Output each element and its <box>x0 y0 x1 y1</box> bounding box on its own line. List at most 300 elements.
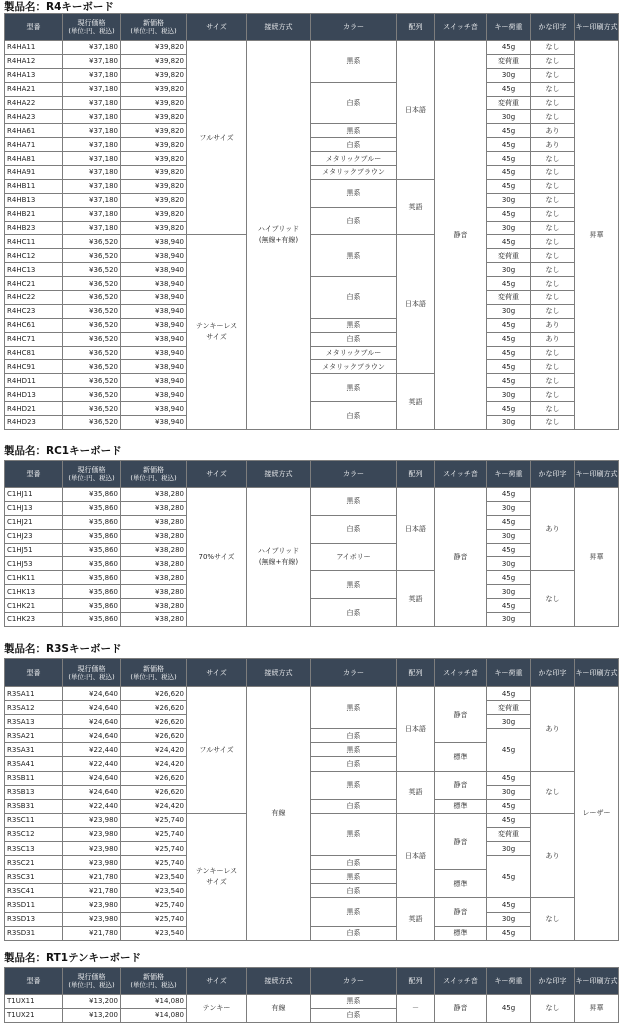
new-price-cell: ¥38,280 <box>121 571 187 585</box>
model-cell: R4HB13 <box>5 193 63 207</box>
color-cell: 黒系 <box>311 571 397 599</box>
new-price-cell: ¥39,820 <box>121 221 187 235</box>
new-price-cell: ¥39,820 <box>121 68 187 82</box>
layout-cell: 日本語 <box>397 488 435 571</box>
load-cell: 45g <box>487 207 531 221</box>
new-price-cell: ¥24,420 <box>121 757 187 771</box>
load-cell: 45g <box>487 138 531 152</box>
load-cell: 45g <box>487 926 531 940</box>
current-price-cell: ¥36,520 <box>63 263 121 277</box>
color-cell: メタリックブルー <box>311 346 397 360</box>
new-price-cell: ¥14,080 <box>121 995 187 1009</box>
kana-cell: あり <box>531 488 575 571</box>
kana-cell: なし <box>531 82 575 96</box>
model-cell: C1HJ53 <box>5 557 63 571</box>
kana-cell: なし <box>531 402 575 416</box>
current-price-cell: ¥35,860 <box>63 529 121 543</box>
print-method-cell: レーザー <box>575 687 619 941</box>
model-cell: R4HA23 <box>5 110 63 124</box>
kana-cell: なし <box>531 771 575 813</box>
layout-cell: 英語 <box>397 771 435 813</box>
header-connection: 接続方式 <box>247 968 311 995</box>
current-price-cell: ¥21,780 <box>63 926 121 940</box>
current-price-cell: ¥37,180 <box>63 110 121 124</box>
current-price-cell: ¥35,860 <box>63 543 121 557</box>
current-price-cell: ¥36,520 <box>63 374 121 388</box>
current-price-cell: ¥37,180 <box>63 124 121 138</box>
header-layout: 配列 <box>397 659 435 687</box>
current-price-cell: ¥35,860 <box>63 599 121 613</box>
model-cell: R4HB11 <box>5 179 63 193</box>
new-price-cell: ¥38,940 <box>121 388 187 402</box>
kana-cell: あり <box>531 687 575 772</box>
load-cell: 30g <box>487 416 531 430</box>
load-cell: 45g <box>487 813 531 827</box>
header-new-price: 新価格 (単位:円、税込) <box>121 659 187 687</box>
current-price-cell: ¥24,640 <box>63 687 121 701</box>
new-price-cell: ¥38,280 <box>121 613 187 627</box>
header-unit: (単位:円、税込) <box>68 981 115 989</box>
model-cell: R4HC61 <box>5 318 63 332</box>
new-price-cell: ¥26,620 <box>121 785 187 799</box>
new-price-cell: ¥24,420 <box>121 799 187 813</box>
size-cell: テンキーレス サイズ <box>187 813 247 940</box>
model-cell: R3SA13 <box>5 715 63 729</box>
table-row <box>5 599 619 613</box>
load-cell: 30g <box>487 529 531 543</box>
new-price-cell: ¥39,820 <box>121 179 187 193</box>
header-size: サイズ <box>187 461 247 488</box>
model-cell: R4HA12 <box>5 54 63 68</box>
current-price-cell: ¥36,520 <box>63 249 121 263</box>
new-price-cell: ¥38,280 <box>121 501 187 515</box>
model-cell: R3SA12 <box>5 701 63 715</box>
load-cell: 45g <box>487 179 531 193</box>
load-cell: 30g <box>487 613 531 627</box>
model-cell: R3SC31 <box>5 870 63 884</box>
model-cell: C1HK21 <box>5 599 63 613</box>
table-row <box>5 318 619 332</box>
current-price-cell: ¥37,180 <box>63 82 121 96</box>
header-load: キー荷重 <box>487 14 531 41</box>
header-layout: 配列 <box>397 461 435 488</box>
new-price-cell: ¥39,820 <box>121 54 187 68</box>
current-price-cell: ¥35,860 <box>63 515 121 529</box>
current-price-cell: ¥37,180 <box>63 193 121 207</box>
new-price-cell: ¥39,820 <box>121 96 187 110</box>
color-cell: 白系 <box>311 515 397 543</box>
new-price-cell: ¥23,540 <box>121 884 187 898</box>
header-kana: かな印字 <box>531 461 575 488</box>
load-cell: 30g <box>487 715 531 729</box>
load-cell: 30g <box>487 912 531 926</box>
model-cell: R4HA11 <box>5 41 63 55</box>
table-row <box>5 799 619 813</box>
load-cell: 45g <box>487 488 531 502</box>
new-price-cell: ¥24,420 <box>121 743 187 757</box>
current-price-cell: ¥23,980 <box>63 856 121 870</box>
current-price-cell: ¥36,520 <box>63 318 121 332</box>
new-price-cell: ¥39,820 <box>121 193 187 207</box>
color-cell: 白系 <box>311 757 397 771</box>
load-cell: 45g <box>487 856 531 898</box>
current-price-cell: ¥24,640 <box>63 729 121 743</box>
header-row <box>5 659 619 687</box>
layout-cell: 英語 <box>397 898 435 940</box>
model-cell: C1HJ13 <box>5 501 63 515</box>
kana-cell: なし <box>531 207 575 221</box>
current-price-cell: ¥35,860 <box>63 613 121 627</box>
current-price-cell: ¥37,180 <box>63 221 121 235</box>
header-print-method: キー印刷方式 <box>575 14 619 41</box>
kana-cell: なし <box>531 221 575 235</box>
header-unit: (単位:円、税込) <box>68 474 115 482</box>
model-cell: C1HK23 <box>5 613 63 627</box>
model-cell: T1UX21 <box>5 1008 63 1022</box>
model-cell: R3SA31 <box>5 743 63 757</box>
switch-cell: 静音 <box>435 813 487 869</box>
layout-cell: 英語 <box>397 571 435 627</box>
current-price-cell: ¥36,520 <box>63 388 121 402</box>
model-cell: R3SA11 <box>5 687 63 701</box>
header-kana: かな印字 <box>531 659 575 687</box>
new-price-cell: ¥25,740 <box>121 856 187 870</box>
model-cell: R3SC21 <box>5 856 63 870</box>
load-cell: 45g <box>487 571 531 585</box>
current-price-cell: ¥36,520 <box>63 402 121 416</box>
header-size: サイズ <box>187 659 247 687</box>
model-cell: R4HC91 <box>5 360 63 374</box>
layout-cell: 英語 <box>397 179 435 235</box>
current-price-cell: ¥36,520 <box>63 360 121 374</box>
current-price-cell: ¥36,520 <box>63 277 121 291</box>
model-cell: R3SA41 <box>5 757 63 771</box>
table-row <box>5 898 619 912</box>
new-price-cell: ¥38,940 <box>121 304 187 318</box>
header-switch: スイッチ音 <box>435 659 487 687</box>
print-method-cell: 昇華 <box>575 41 619 430</box>
header-switch: スイッチ音 <box>435 461 487 488</box>
table-row <box>5 571 619 585</box>
new-price-cell: ¥25,740 <box>121 827 187 841</box>
model-cell: R3SB13 <box>5 785 63 799</box>
load-cell: 変荷重 <box>487 827 531 841</box>
new-price-cell: ¥38,940 <box>121 332 187 346</box>
new-price-cell: ¥23,540 <box>121 870 187 884</box>
current-price-cell: ¥37,180 <box>63 166 121 180</box>
table-row <box>5 402 619 416</box>
header-print-method: キー印刷方式 <box>575 659 619 687</box>
model-cell: R4HB21 <box>5 207 63 221</box>
table-row <box>5 771 619 785</box>
new-price-cell: ¥38,940 <box>121 416 187 430</box>
current-price-cell: ¥21,780 <box>63 870 121 884</box>
table-row <box>5 332 619 346</box>
model-cell: R4HA21 <box>5 82 63 96</box>
load-cell: 45g <box>487 729 531 771</box>
print-method-cell: 昇華 <box>575 488 619 627</box>
new-price-cell: ¥39,820 <box>121 207 187 221</box>
color-cell: 白系 <box>311 332 397 346</box>
header-connection: 接続方式 <box>247 14 311 41</box>
current-price-cell: ¥13,200 <box>63 995 121 1009</box>
new-price-cell: ¥39,820 <box>121 124 187 138</box>
header-connection: 接続方式 <box>247 659 311 687</box>
load-cell: 30g <box>487 304 531 318</box>
switch-cell: 標準 <box>435 799 487 813</box>
model-cell: R3SB11 <box>5 771 63 785</box>
print-method-cell: 昇華 <box>575 995 619 1023</box>
color-cell: 白系 <box>311 856 397 870</box>
kana-cell: なし <box>531 152 575 166</box>
size-cell: フルサイズ <box>187 687 247 814</box>
kana-cell: なし <box>531 68 575 82</box>
load-cell: 45g <box>487 771 531 785</box>
current-price-cell: ¥37,180 <box>63 96 121 110</box>
header-new-price: 新価格 (単位:円、税込) <box>121 461 187 488</box>
model-cell: R4HB23 <box>5 221 63 235</box>
kana-cell: なし <box>531 179 575 193</box>
model-cell: R4HA71 <box>5 138 63 152</box>
color-cell: 白系 <box>311 402 397 430</box>
header-color: カラー <box>311 14 397 41</box>
header-layout: 配列 <box>397 14 435 41</box>
header-new-price: 新価格 (単位:円、税込) <box>121 14 187 41</box>
current-price-cell: ¥37,180 <box>63 54 121 68</box>
color-cell: 黒系 <box>311 235 397 277</box>
load-cell: 45g <box>487 41 531 55</box>
color-cell: 黒系 <box>311 743 397 757</box>
color-cell: 白系 <box>311 884 397 898</box>
connection-cell: ハイブリッド (無線+有線) <box>247 488 311 627</box>
header-load: キー荷重 <box>487 659 531 687</box>
model-cell: C1HK11 <box>5 571 63 585</box>
table-row <box>5 346 619 360</box>
table-row <box>5 687 619 701</box>
header-row <box>5 461 619 488</box>
load-cell: 30g <box>487 501 531 515</box>
section-title: 製品名：R3Sキーボード <box>4 643 122 655</box>
new-price-cell: ¥26,620 <box>121 729 187 743</box>
model-cell: R3SD31 <box>5 926 63 940</box>
header-new-price: 新価格 (単位:円、税込) <box>121 968 187 995</box>
switch-cell: 静音 <box>435 687 487 743</box>
color-cell: 黒系 <box>311 995 397 1009</box>
color-cell: 黒系 <box>311 870 397 884</box>
load-cell: 変荷重 <box>487 249 531 263</box>
load-cell: 30g <box>487 68 531 82</box>
current-price-cell: ¥24,640 <box>63 701 121 715</box>
current-price-cell: ¥22,440 <box>63 757 121 771</box>
load-cell: 30g <box>487 585 531 599</box>
color-cell: 白系 <box>311 138 397 152</box>
table-row <box>5 207 619 221</box>
current-price-cell: ¥24,640 <box>63 715 121 729</box>
model-cell: R4HC21 <box>5 277 63 291</box>
model-cell: R3SA21 <box>5 729 63 743</box>
model-cell: R3SC12 <box>5 827 63 841</box>
color-cell: アイボリー <box>311 543 397 571</box>
switch-cell: 標準 <box>435 870 487 898</box>
load-cell: 45g <box>487 277 531 291</box>
model-cell: T1UX11 <box>5 995 63 1009</box>
load-cell: 30g <box>487 842 531 856</box>
new-price-cell: ¥38,940 <box>121 235 187 249</box>
model-cell: R4HC11 <box>5 235 63 249</box>
switch-cell: 静音 <box>435 41 487 430</box>
switch-cell: 静音 <box>435 898 487 926</box>
header-load: キー荷重 <box>487 461 531 488</box>
new-price-cell: ¥26,620 <box>121 715 187 729</box>
kana-cell: なし <box>531 41 575 55</box>
kana-cell: なし <box>531 374 575 388</box>
load-cell: 変荷重 <box>487 54 531 68</box>
table-row <box>5 488 619 502</box>
current-price-cell: ¥35,860 <box>63 585 121 599</box>
load-cell: 変荷重 <box>487 701 531 715</box>
kana-cell: なし <box>531 263 575 277</box>
header-color: カラー <box>311 659 397 687</box>
header-row <box>5 14 619 41</box>
header-model: 型番 <box>5 461 63 488</box>
current-price-cell: ¥37,180 <box>63 41 121 55</box>
current-price-cell: ¥36,520 <box>63 291 121 305</box>
spec-table <box>4 658 619 941</box>
color-cell: 白系 <box>311 926 397 940</box>
header-print-method: キー印刷方式 <box>575 968 619 995</box>
new-price-cell: ¥39,820 <box>121 41 187 55</box>
current-price-cell: ¥24,640 <box>63 785 121 799</box>
load-cell: 30g <box>487 193 531 207</box>
layout-cell: 日本語 <box>397 235 435 374</box>
model-cell: R4HC71 <box>5 332 63 346</box>
size-cell: 70%サイズ <box>187 488 247 627</box>
current-price-cell: ¥24,640 <box>63 771 121 785</box>
header-unit: (単位:円、税込) <box>130 672 177 681</box>
table-row <box>5 813 619 827</box>
load-cell: 30g <box>487 785 531 799</box>
color-cell: 黒系 <box>311 179 397 207</box>
new-price-cell: ¥26,620 <box>121 701 187 715</box>
current-price-cell: ¥36,520 <box>63 332 121 346</box>
current-price-cell: ¥35,860 <box>63 501 121 515</box>
load-cell: 45g <box>487 82 531 96</box>
kana-cell: なし <box>531 346 575 360</box>
new-price-cell: ¥38,280 <box>121 557 187 571</box>
section-title: 製品名：R4キーボード <box>4 1 114 13</box>
model-cell: R3SD11 <box>5 898 63 912</box>
switch-cell: 静音 <box>435 995 487 1023</box>
header-current-price: 現行価格 (単位:円、税込) <box>63 14 121 41</box>
new-price-cell: ¥38,280 <box>121 488 187 502</box>
switch-cell: 静音 <box>435 771 487 799</box>
load-cell: 45g <box>487 166 531 180</box>
new-price-cell: ¥38,280 <box>121 599 187 613</box>
table-row <box>5 995 619 1009</box>
kana-cell: なし <box>531 166 575 180</box>
load-cell: 30g <box>487 110 531 124</box>
size-cell: テンキーレス サイズ <box>187 235 247 429</box>
current-price-cell: ¥37,180 <box>63 207 121 221</box>
new-price-cell: ¥38,940 <box>121 318 187 332</box>
new-price-cell: ¥23,540 <box>121 926 187 940</box>
load-cell: 45g <box>487 599 531 613</box>
header-color: カラー <box>311 968 397 995</box>
kana-cell: あり <box>531 332 575 346</box>
new-price-cell: ¥39,820 <box>121 138 187 152</box>
kana-cell: なし <box>531 249 575 263</box>
header-kana: かな印字 <box>531 14 575 41</box>
load-cell: 変荷重 <box>487 291 531 305</box>
kana-cell: なし <box>531 277 575 291</box>
header-unit: (単位:円、税込) <box>130 474 177 482</box>
load-cell: 45g <box>487 235 531 249</box>
current-price-cell: ¥23,980 <box>63 813 121 827</box>
color-cell: 白系 <box>311 82 397 124</box>
connection-cell: ハイブリッド (無線+有線) <box>247 41 311 430</box>
current-price-cell: ¥37,180 <box>63 138 121 152</box>
color-cell: 黒系 <box>311 813 397 855</box>
section-title: 製品名：RT1テンキーボード <box>4 952 142 964</box>
model-cell: C1HJ23 <box>5 529 63 543</box>
color-cell: 黒系 <box>311 488 397 516</box>
layout-cell: － <box>397 995 435 1023</box>
kana-cell: なし <box>531 995 575 1023</box>
new-price-cell: ¥38,940 <box>121 374 187 388</box>
table-row <box>5 235 619 249</box>
model-cell: C1HJ51 <box>5 543 63 557</box>
header-model: 型番 <box>5 14 63 41</box>
load-cell: 45g <box>487 898 531 912</box>
kana-cell: あり <box>531 813 575 898</box>
kana-cell: なし <box>531 898 575 940</box>
load-cell: 45g <box>487 687 531 701</box>
layout-cell: 日本語 <box>397 41 435 180</box>
current-price-cell: ¥23,980 <box>63 842 121 856</box>
load-cell: 45g <box>487 995 531 1023</box>
table-row <box>5 41 619 55</box>
kana-cell: なし <box>531 304 575 318</box>
model-cell: R4HC22 <box>5 291 63 305</box>
header-size: サイズ <box>187 968 247 995</box>
current-price-cell: ¥37,180 <box>63 68 121 82</box>
header-connection: 接続方式 <box>247 461 311 488</box>
load-cell: 45g <box>487 402 531 416</box>
load-cell: 45g <box>487 360 531 374</box>
color-cell: 黒系 <box>311 41 397 83</box>
load-cell: 30g <box>487 221 531 235</box>
new-price-cell: ¥38,940 <box>121 360 187 374</box>
load-cell: 30g <box>487 557 531 571</box>
header-current-price: 現行価格 (単位:円、税込) <box>63 461 121 488</box>
new-price-cell: ¥38,940 <box>121 402 187 416</box>
new-price-cell: ¥39,820 <box>121 152 187 166</box>
kana-cell: なし <box>531 416 575 430</box>
color-cell: 黒系 <box>311 318 397 332</box>
current-price-cell: ¥23,980 <box>63 912 121 926</box>
kana-cell: なし <box>531 235 575 249</box>
color-cell: 白系 <box>311 1008 397 1022</box>
new-price-cell: ¥39,820 <box>121 166 187 180</box>
header-current-price: 現行価格 (単位:円、税込) <box>63 968 121 995</box>
table-row <box>5 515 619 529</box>
new-price-cell: ¥38,280 <box>121 585 187 599</box>
current-price-cell: ¥35,860 <box>63 488 121 502</box>
model-cell: R3SC11 <box>5 813 63 827</box>
kana-cell: なし <box>531 54 575 68</box>
header-unit: (単位:円、税込) <box>130 981 177 989</box>
header-switch: スイッチ音 <box>435 14 487 41</box>
